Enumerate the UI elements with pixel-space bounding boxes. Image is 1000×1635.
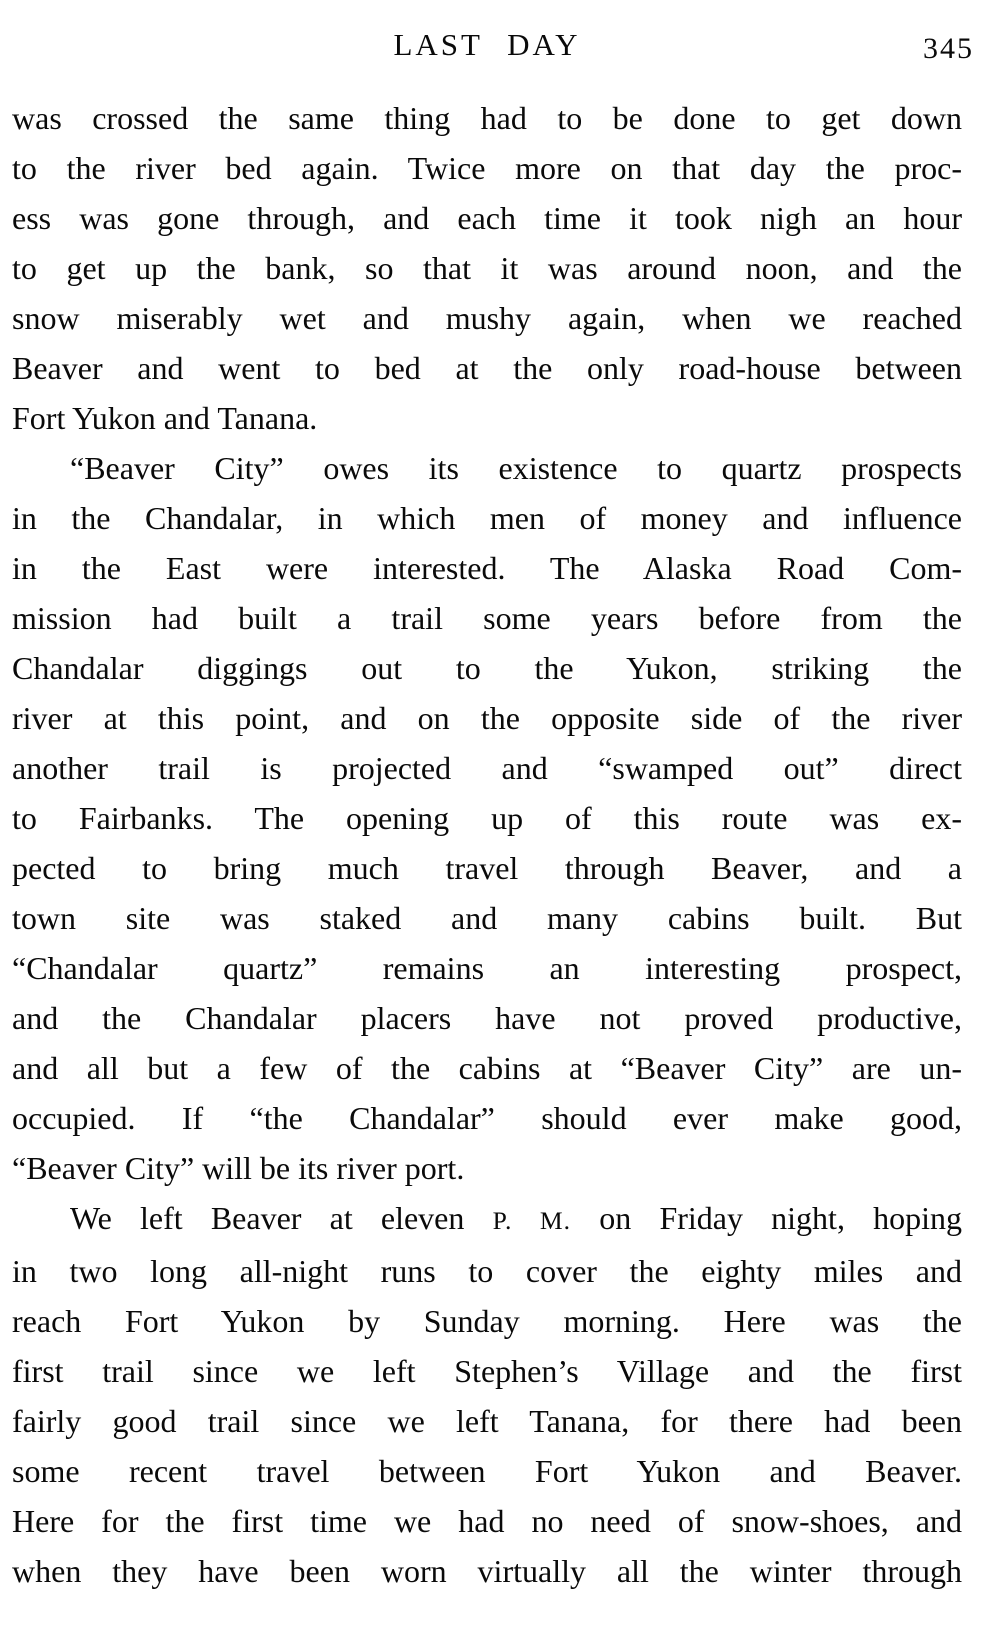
small-caps-text: P. M.	[492, 1206, 572, 1235]
text-line: pected to bring much travel through Beaver, and a	[12, 850, 962, 886]
text-line: in two long all-night runs to cover the eighty miles and	[12, 1253, 962, 1289]
text-line: Chandalar diggings out to the Yukon, striking the	[12, 650, 962, 686]
text-line: snow miserably wet and mushy again, when we reached	[12, 300, 962, 336]
text-line: reach Fort Yukon by Sunday morning. Here was the	[12, 1303, 962, 1339]
paragraph	[12, 1193, 962, 1596]
page-number: 345	[923, 32, 974, 65]
paragraph	[12, 93, 962, 443]
text-line: Here for the first time we had no need of snow-shoes, and	[12, 1503, 962, 1539]
text-line: to the river bed again. Twice more on that day the proc-	[12, 150, 962, 186]
text-line: river at this point, and on the opposite side of the river	[12, 700, 962, 736]
text-line: ess was gone through, and each time it took nigh an hour	[12, 200, 962, 236]
paragraph	[12, 443, 962, 1193]
text-line: another trail is projected and “swamped out” direct	[12, 750, 962, 786]
page-body	[12, 93, 962, 1596]
running-head-title: LAST DAY	[393, 27, 581, 62]
text-line: occupied. If “the Chandalar” should ever make good,	[12, 1100, 962, 1136]
text-line: fairly good trail since we left Tanana, for there had been	[12, 1403, 962, 1439]
text-line: was crossed the same thing had to be done to get down	[12, 100, 962, 136]
text-line: Fort Yukon and Tanana.	[12, 400, 318, 436]
text-line: in the East were interested. The Alaska Road Com-	[12, 550, 962, 586]
page-header	[12, 24, 974, 66]
text-line: to Fairbanks. The opening up of this route was ex-	[12, 800, 962, 836]
text-line: when they have been worn virtually all the winter through	[12, 1553, 962, 1589]
text-line: “Chandalar quartz” remains an interesting prospect,	[12, 950, 962, 986]
text-line: and all but a few of the cabins at “Beaver City” are un-	[12, 1050, 962, 1086]
text-line: town site was staked and many cabins built. But	[12, 900, 962, 936]
text-line: to get up the bank, so that it was around noon, and the	[12, 250, 962, 286]
text-line: some recent travel between Fort Yukon and Beaver.	[12, 1453, 962, 1489]
text-line: and the Chandalar placers have not proved productive,	[12, 1000, 962, 1036]
text-line: mission had built a trail some years before from the	[12, 600, 962, 636]
text-line: in the Chandalar, in which men of money and influence	[12, 500, 962, 536]
text-line: “Beaver City” will be its river port.	[12, 1150, 465, 1186]
text-line: We left Beaver at eleven P. M. on Friday night, hoping	[70, 1200, 963, 1236]
text-line: first trail since we left Stephen’s Village and the first	[12, 1353, 962, 1389]
text-line: Beaver and went to bed at the only road-house between	[12, 350, 962, 386]
text-line: “Beaver City” owes its existence to quartz prospects	[70, 450, 962, 486]
